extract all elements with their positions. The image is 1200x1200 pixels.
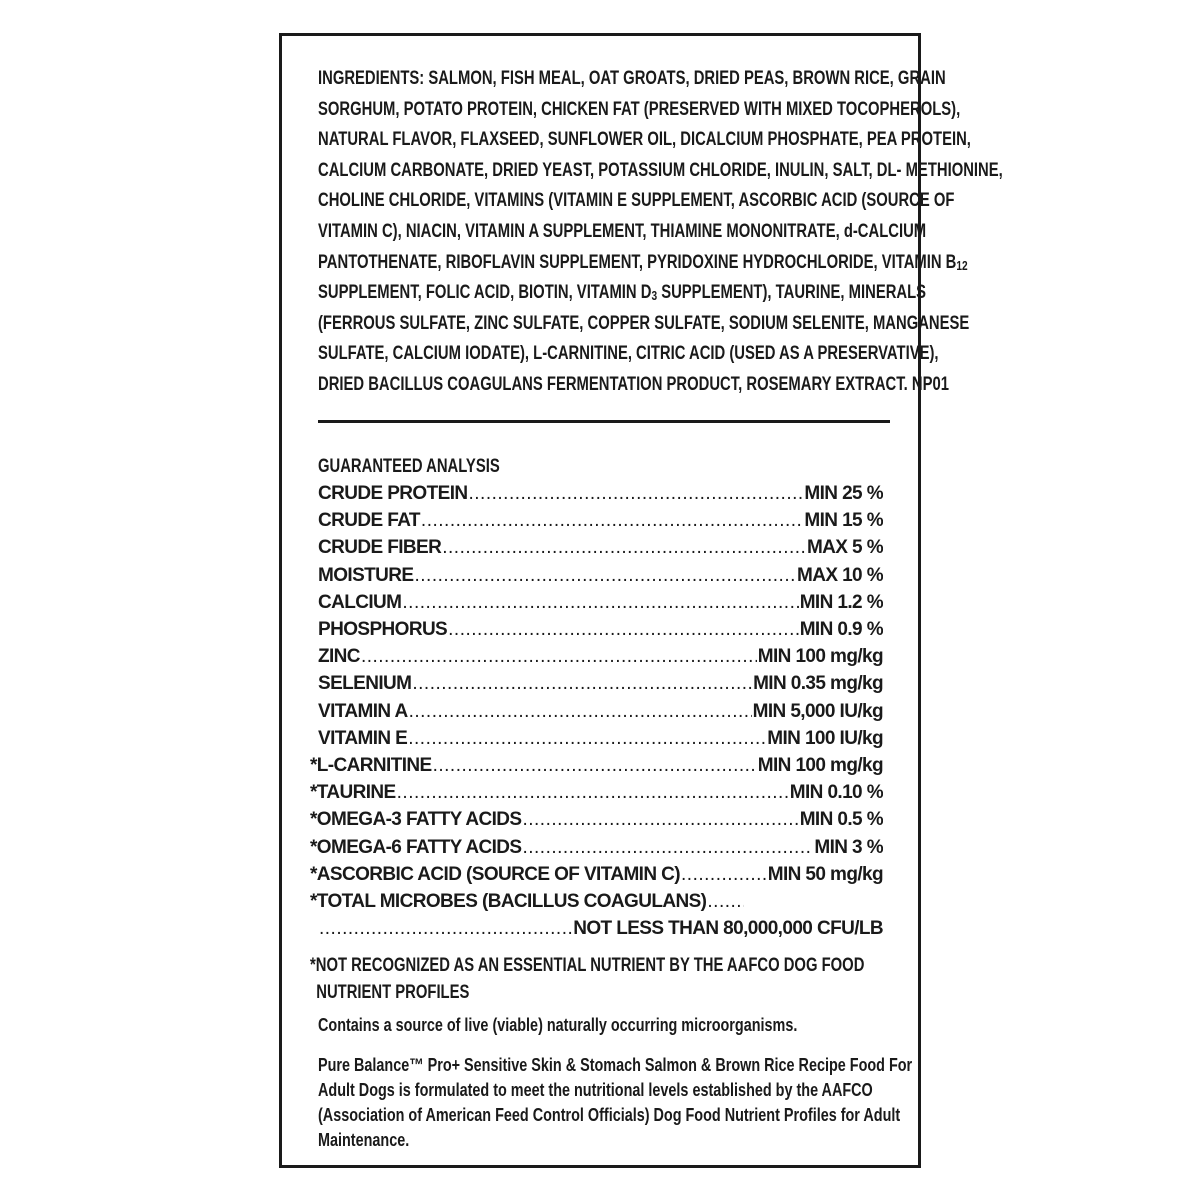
statement-line: (Association of American Feed Control Officials) Dog Food Nutrient Profiles for Adult: [318, 1105, 901, 1125]
analysis-nutrient-name: VITAMIN E: [318, 727, 408, 749]
section-divider: [318, 420, 890, 423]
analysis-row: [310, 534, 883, 561]
analysis-value: MIN 1.2 %: [799, 591, 883, 613]
analysis-row: [310, 915, 883, 942]
aafco-footnote: [310, 952, 864, 1006]
analysis-row: [310, 616, 883, 643]
d3-subscript: 3: [651, 288, 658, 304]
analysis-row: [310, 725, 883, 752]
analysis-nutrient-name: *TOTAL MICROBES (BACILLUS COAGULANS): [310, 891, 707, 912]
analysis-row: [310, 806, 883, 833]
analysis-nutrient-name: *OMEGA-6 FATTY ACIDS: [310, 836, 522, 858]
aafco-statement: [318, 1053, 912, 1153]
analysis-nutrient-name: MOISTURE: [318, 564, 414, 586]
ingredients-line: SULFATE, CALCIUM IODATE), L-CARNITINE, CITRIC ACID (USED AS A PRESERVATIVE),: [318, 343, 939, 365]
ingredients-line: SORGHUM, POTATO PROTEIN, CHICKEN FAT (PRESERVED WITH MIXED TOCOPHEROLS),: [318, 98, 961, 120]
ingredients-line: (FERROUS SULFATE, ZINC SULFATE, COPPER SULFATE, SODIUM SELENITE, MANGANESE: [318, 312, 970, 334]
analysis-nutrient-name: CRUDE FIBER: [318, 537, 442, 559]
ingredients-line: INGREDIENTS: SALMON, FISH MEAL, OAT GROATS, DRIED PEAS, BROWN RICE, GRAIN: [318, 68, 946, 89]
dot-leader: [442, 534, 806, 561]
analysis-value: NOT LESS THAN 80,000,000 CFU/LB: [573, 918, 883, 940]
dot-leader: [319, 915, 572, 942]
analysis-value: MIN 0.9 %: [799, 619, 883, 640]
analysis-nutrient-name: SELENIUM: [318, 673, 412, 695]
analysis-nutrient-name: *L-CARNITINE: [310, 755, 432, 776]
analysis-row: [310, 779, 883, 806]
analysis-nutrient-name: *TAURINE: [310, 782, 396, 804]
dot-leader: [433, 752, 757, 779]
analysis-value: MIN 0.10 %: [789, 782, 883, 804]
ingredients-line: [318, 248, 968, 279]
live-microorganisms-statement: Contains a source of live (viable) naturally occurring microorganisms.: [318, 1015, 798, 1035]
ingredients-list: [318, 64, 1003, 401]
statement-line: Adult Dogs is formulated to meet the nutritional levels established by the AAFCO: [318, 1080, 873, 1100]
dot-leader: [414, 562, 796, 589]
analysis-value: MIN 100 IU/kg: [767, 727, 883, 749]
analysis-row: [310, 562, 883, 589]
guaranteed-analysis-title: GUARANTEED ANALYSIS: [318, 456, 500, 477]
analysis-row: [310, 888, 745, 915]
statement-line: Maintenance.: [318, 1130, 410, 1150]
dot-leader: [409, 698, 752, 725]
dot-leader: [448, 616, 799, 643]
dot-leader: [361, 643, 757, 670]
analysis-nutrient-name: ZINC: [318, 646, 360, 668]
analysis-value: MAX 5 %: [806, 537, 883, 559]
dot-leader: [522, 806, 798, 833]
dot-leader: [402, 589, 798, 616]
footnote-line: NUTRIENT PROFILES: [316, 982, 470, 1003]
dot-leader: [522, 834, 813, 861]
analysis-row: [310, 670, 883, 697]
ingredients-line-text: PANTOTHENATE, RIBOFLAVIN SUPPLEMENT, PYRIDOXINE HYDROCHLORIDE, VITAMIN B: [318, 251, 957, 273]
ingredients-line-text: SUPPLEMENT, FOLIC ACID, BIOTIN, VITAMIN D: [318, 282, 652, 304]
analysis-nutrient-name: *OMEGA-3 FATTY ACIDS: [310, 809, 522, 831]
nutrition-label-panel: [279, 33, 1003, 1168]
analysis-value: MIN 100 mg/kg: [757, 646, 883, 668]
analysis-row: [310, 480, 883, 507]
analysis-row: [310, 834, 883, 861]
ingredients-line: [318, 278, 927, 309]
analysis-row: [310, 643, 883, 670]
analysis-row: [310, 698, 883, 725]
ingredients-line: CHOLINE CHLORIDE, VITAMINS (VITAMIN E SUPPLEMENT, ASCORBIC ACID (SOURCE OF: [318, 190, 955, 212]
ingredients-line: NATURAL FLAVOR, FLAXSEED, SUNFLOWER OIL, DICALCIUM PHOSPHATE, PEA PROTEIN,: [318, 129, 971, 151]
analysis-value: MIN 25 %: [804, 483, 883, 504]
analysis-nutrient-name: CALCIUM: [318, 591, 402, 613]
analysis-row: [310, 861, 883, 888]
analysis-value: MIN 3 %: [814, 836, 883, 858]
analysis-nutrient-name: VITAMIN A: [318, 700, 408, 722]
dot-leader: [412, 670, 752, 697]
dot-leader: [421, 507, 803, 534]
analysis-nutrient-name: CRUDE FAT: [318, 510, 420, 532]
dot-leader: [397, 779, 789, 806]
analysis-row: [310, 589, 883, 616]
ingredients-line: CALCIUM CARBONATE, DRIED YEAST, POTASSIUM CHLORIDE, INULIN, SALT, DL- METHIONINE,: [318, 159, 1003, 181]
statement-line: Pure Balance™ Pro+ Sensitive Skin & Stomach Salmon & Brown Rice Recipe Food For: [318, 1055, 913, 1075]
dot-leader: [408, 725, 766, 752]
ingredients-line: VITAMIN C), NIACIN, VITAMIN A SUPPLEMENT, THIAMINE MONONITRATE, d-CALCIUM: [318, 220, 927, 242]
analysis-value: MIN 15 %: [804, 510, 883, 532]
dot-leader: [681, 861, 767, 888]
analysis-nutrient-name: *ASCORBIC ACID (SOURCE OF VITAMIN C): [310, 863, 681, 885]
analysis-row: [310, 507, 883, 534]
b12-subscript: 12: [956, 257, 968, 273]
analysis-value: MIN 5,000 IU/kg: [752, 700, 883, 722]
dot-leader: [707, 888, 744, 915]
ingredients-line-tail: SUPPLEMENT), TAURINE, MINERALS: [657, 282, 927, 304]
analysis-value: MIN 50 mg/kg: [767, 863, 883, 885]
analysis-nutrient-name: CRUDE PROTEIN: [318, 483, 468, 504]
analysis-value: MIN 0.5 %: [799, 809, 883, 831]
dot-leader: [469, 480, 804, 507]
footnote-line: *NOT RECOGNIZED AS AN ESSENTIAL NUTRIENT BY THE AAFCO DOG FOOD: [310, 955, 865, 976]
ingredients-line: DRIED BACILLUS COAGULANS FERMENTATION PRODUCT, ROSEMARY EXTRACT. NP01: [318, 373, 949, 395]
analysis-value: MAX 10 %: [796, 564, 883, 586]
analysis-value: MIN 0.35 mg/kg: [753, 673, 883, 695]
analysis-value: MIN 100 mg/kg: [757, 755, 883, 776]
analysis-nutrient-name: PHOSPHORUS: [318, 619, 448, 640]
analysis-row: [310, 752, 883, 779]
